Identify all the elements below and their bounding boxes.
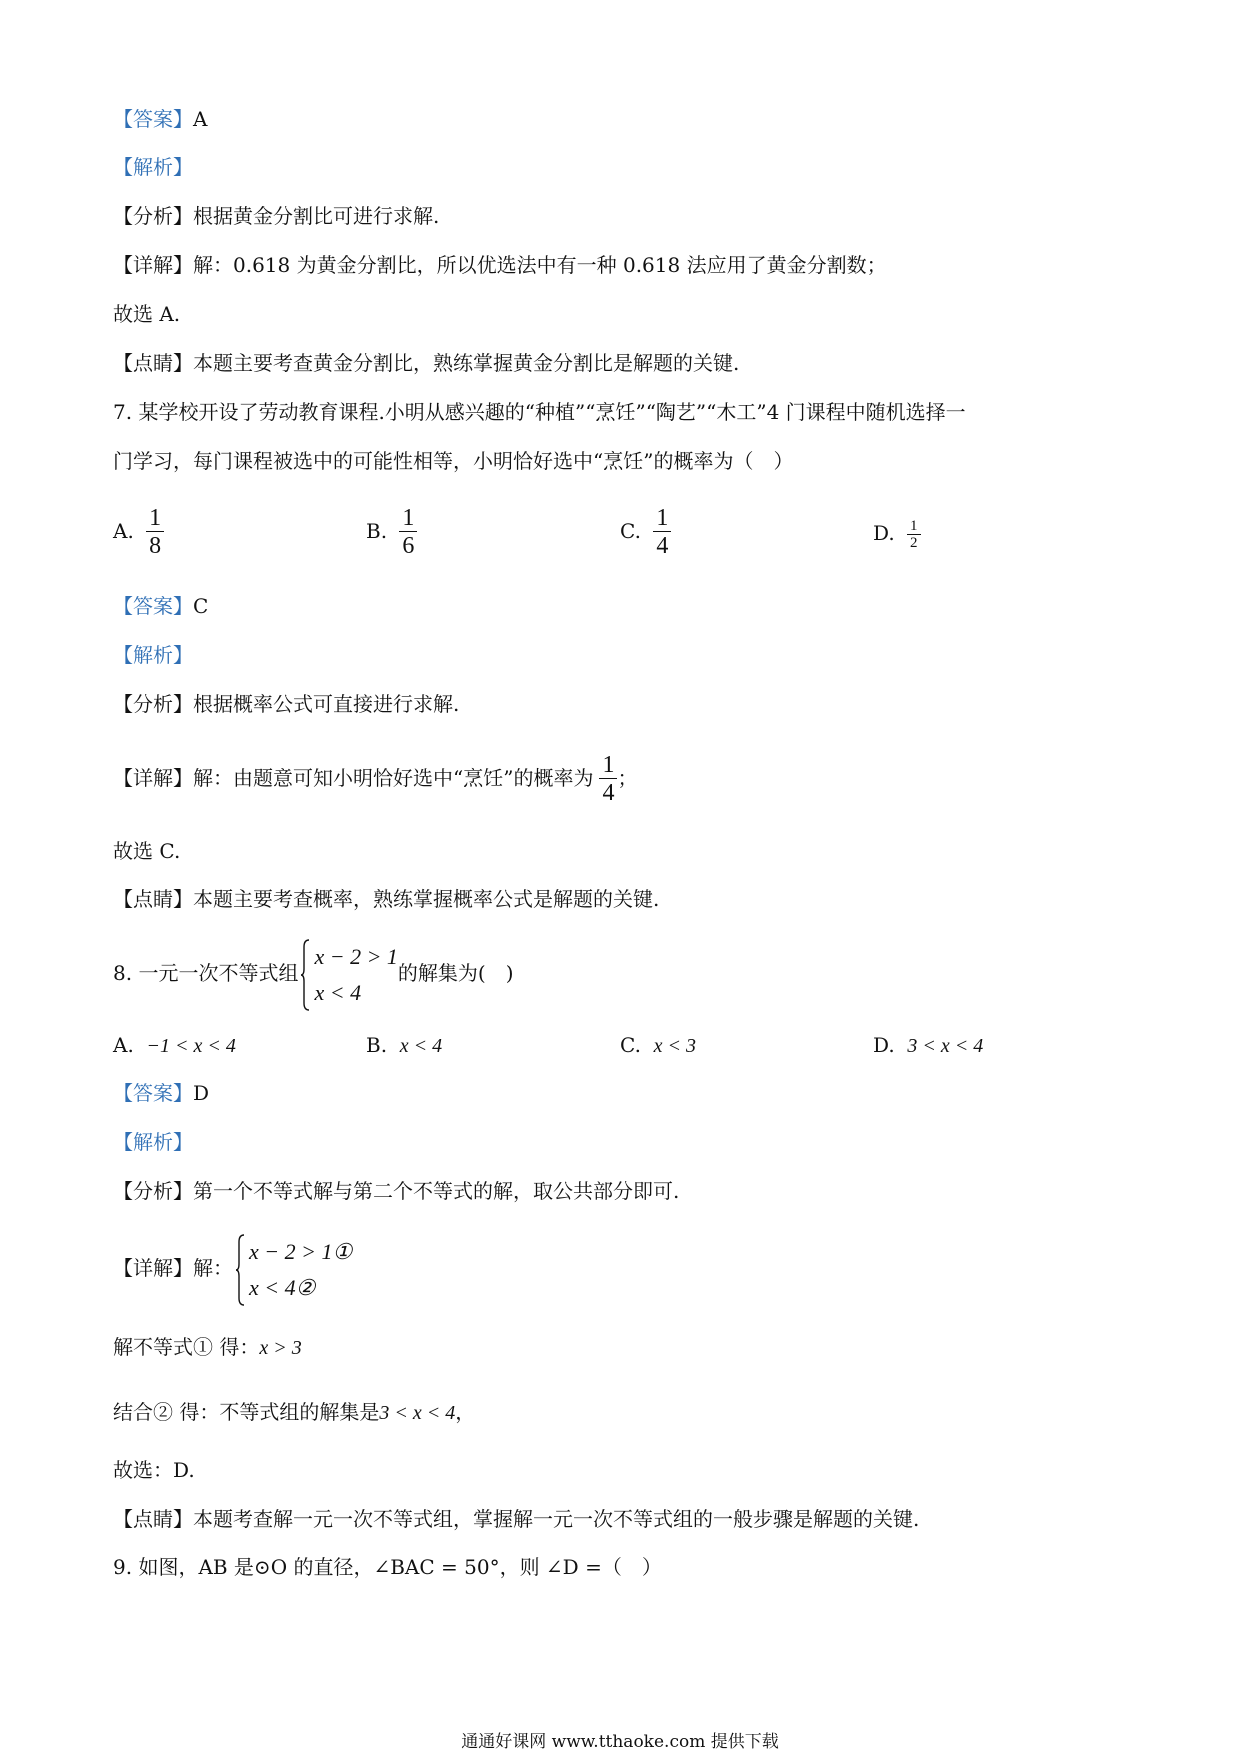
q7-option-b [366,505,417,560]
q6-dianjing [113,349,739,377]
answer-value: D [193,1081,210,1105]
fenxi-tag: 【分析】 [113,692,193,716]
analysis-tag: 【解析】 [113,155,193,179]
q7-choose: 故选 C. [113,839,181,863]
xiangjie-tag: 【详解】 [113,1256,193,1280]
q6-fenxi [113,202,439,230]
xiangjie-tag: 【详解】 [113,766,193,790]
q8-xiangjie [113,1230,352,1306]
xiangjie-text: 解： [193,1256,233,1280]
dianjing-tag: 【点睛】 [113,1507,193,1531]
dianjing-tag: 【点睛】 [113,887,193,911]
analysis-tag: 【解析】 [113,643,193,667]
option-label: C. [620,519,641,543]
q7-option-a [113,505,164,560]
q8-dianjing [113,1505,919,1533]
inequality-system: x − 2 > 1① x < 4② [235,1234,352,1306]
q8-option-d: D. 3 < x < 4 [873,1033,984,1057]
q6-xiangjie [113,251,887,279]
fraction: $\frac{1}{4}$ [599,752,617,807]
stem-suffix: 的解集为( ) [397,961,514,985]
inequality-system: x − 2 > 1 x < 4 [300,939,397,1011]
q7-option-d [873,518,921,551]
dianjing-text: 本题主要考查概率，熟练掌握概率公式是解题的关键. [193,887,660,911]
analysis-tag: 【解析】 [113,1130,193,1154]
brace-icon [235,1234,245,1306]
q6-answer [113,105,207,133]
q7-xiangjie: 【详解】解：由题意可知小明恰好选中“烹饪”的概率为 $\frac{1}{4}$ ； [113,752,638,806]
dianjing-text: 本题考查解一元一次不等式组，掌握解一元一次不等式组的一般步骤是解题的关键. [193,1507,920,1531]
xiangjie-text: 解：0.618 为黄金分割比，所以优选法中有一种 0.618 法应用了黄金分割数； [193,253,887,277]
q8-answer [113,1079,209,1107]
q6-choose: 故选 A. [113,302,181,326]
dianjing-tag: 【点睛】 [113,351,193,375]
q8-step1: 解不等式① 得：x > 3 [113,1335,302,1359]
q8-choose: 故选：D. [113,1458,195,1482]
option-label: A. [113,519,134,543]
xiangjie-tag: 【详解】 [113,253,193,277]
fraction: $\frac{1}{2}$ [907,518,921,551]
fenxi-text: 根据概率公式可直接进行求解. [193,692,460,716]
answer-tag: 【答案】 [113,594,193,618]
q7-stem-line1: 7. 某学校开设了劳动教育课程.小明从感兴趣的“种植”“烹饪”“陶艺”“木工”4 门课程中随机选择一 [113,400,966,424]
q7-analysis [113,641,193,669]
q8-step2: 结合② 得：不等式组的解集是3 < x < 4， [113,1400,476,1424]
xiangjie-text: 解：由题意可知小明恰好选中“烹饪”的概率为 [193,766,594,790]
dianjing-text: 本题主要考查黄金分割比，熟练掌握黄金分割比是解题的关键. [193,351,740,375]
q9-stem: 9. 如图，AB 是⊙O 的直径，∠BAC = 50°，则 ∠D =（ ） [113,1555,662,1579]
answer-value: C [193,594,209,618]
fenxi-text: 根据黄金分割比可进行求解. [193,204,440,228]
q8-fenxi [113,1177,679,1205]
brace-icon [300,939,310,1011]
q8-analysis [113,1128,193,1156]
option-label: B. [366,519,388,543]
q7-fenxi [113,690,459,718]
fraction: $\frac{1}{6}$ [399,505,417,560]
q7-stem-line2: 门学习，每门课程被选中的可能性相等，小明恰好选中“烹饪”的概率为（ ） [113,449,794,473]
q8-stem [113,935,514,1011]
q7-answer [113,592,208,620]
stem-prefix: 8. 一元一次不等式组 [113,961,299,985]
q7-dianjing [113,885,659,913]
q8-option-b: B. x < 4 [366,1033,443,1057]
fenxi-text: 第一个不等式解与第二个不等式的解，取公共部分即可. [193,1179,680,1203]
answer-tag: 【答案】 [113,107,193,131]
q7-option-c [620,505,671,560]
fenxi-tag: 【分析】 [113,1179,193,1203]
fraction: $\frac{1}{8}$ [146,505,164,560]
q8-option-c: C. x < 3 [620,1033,697,1057]
fraction: $\frac{1}{4}$ [653,505,671,560]
q6-analysis [113,153,193,181]
answer-value: A [193,107,208,131]
page-footer: 通通好课网 www.tthaoke.com 提供下载 [461,1732,779,1752]
q8-option-a: A. −1 < x < 4 [113,1033,236,1057]
fenxi-tag: 【分析】 [113,204,193,228]
option-label: D. [873,521,895,545]
answer-tag: 【答案】 [113,1081,193,1105]
